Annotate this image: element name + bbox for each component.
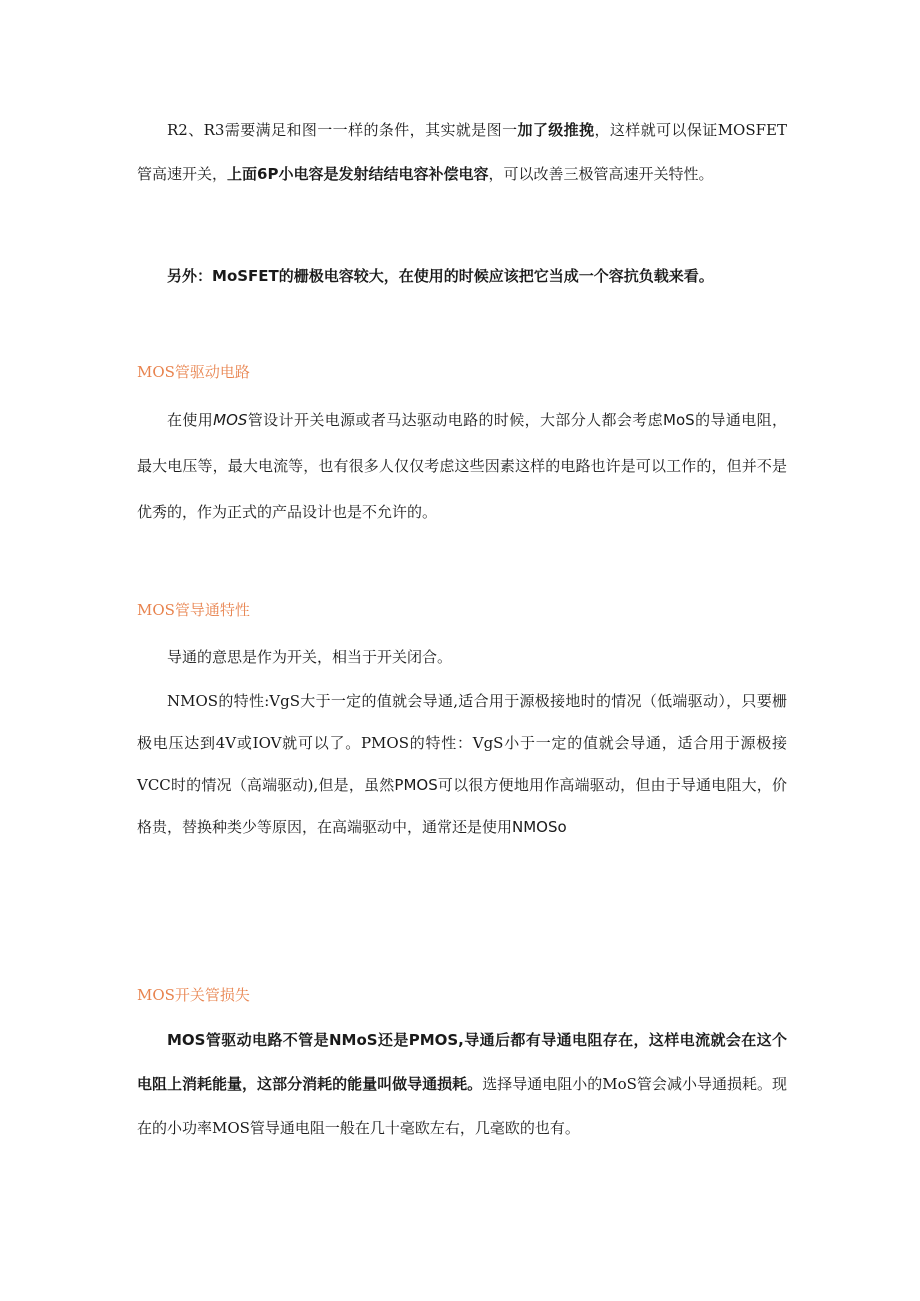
text-run: 导通的意思是作为开关，相当于开关闭合。	[167, 648, 453, 666]
paragraph-gate-capacitance	[137, 254, 787, 298]
text-run: 这样的电路也许是可以工作的，但并不是优秀的，作为正式的产品设计也是不允许的。	[137, 457, 787, 521]
section-heading-conduction: MOS管导通特性	[137, 601, 250, 619]
section-heading-switching-loss: MOS开关管损失	[137, 986, 250, 1004]
text-run: 管设计开关电源或者马达驱动电路的时候，大部分人都会考虑MoS的导通电阻，最大电压等，最大电流等，也有很多人仅仅考虑这些因素	[137, 411, 787, 475]
paragraph-r2-r3	[137, 108, 787, 196]
text-run-bold: MoSFET的栅极电容较大，在使用的时候应该把它当成一个容抗负载来看。	[212, 267, 714, 285]
paragraph-conduction-meaning	[137, 636, 787, 678]
text-run: ，这样就可以保证MOSFET管高速开关，	[137, 121, 787, 183]
text-run: R2、R3需要满足和图一一样的条件，其实就是图一	[167, 121, 518, 139]
text-run-bold: 上面6P小电容是发射结结电容补偿电容	[227, 165, 489, 183]
text-run: NMOS的特性:VgS大于一定的值就会导通,适合用于源极接地时的情况（低端驱动），只要栅极电压达到4V或IOV就可以了。PMOS的特性：VgS小于一定的值就会导通，适合用于源极接VCC时的情况（高端驱动),	[137, 692, 787, 794]
text-run-bold: 加了级推挽	[517, 121, 595, 139]
text-run-bold: 另外：	[167, 267, 213, 285]
text-run-bold: MOS管驱动电路不管是NMoS还是PMOS,导通后都有导通电阻存在，这样电流就会在这个电阻上消耗能量，这部分消耗的能量叫做导通损耗。	[137, 1031, 787, 1093]
text-run: 但是，虽然PMOS可以很方便地用作高端驱动，但由于导通电阻大，价格贵，替换种类少等原因，在高端驱动中，通常还是使用NMOSo	[137, 776, 787, 836]
text-run: 选择导通电阻小的MoS管会减小导通损耗。现在的小功率MOS管导通电阻一般在几十毫欧左右，几毫欧的也有。	[137, 1075, 787, 1137]
text-run-italic: MOS	[213, 411, 248, 429]
section-heading-drive-circuit: MOS管驱动电路	[137, 363, 250, 381]
paragraph-drive-circuit	[137, 397, 787, 535]
text-run: ，可以改善三极管高速开关特性。	[488, 165, 714, 183]
paragraph-switching-loss	[137, 1018, 787, 1150]
text-run: 在使用	[167, 411, 214, 429]
paragraph-nmos-pmos	[137, 680, 787, 848]
